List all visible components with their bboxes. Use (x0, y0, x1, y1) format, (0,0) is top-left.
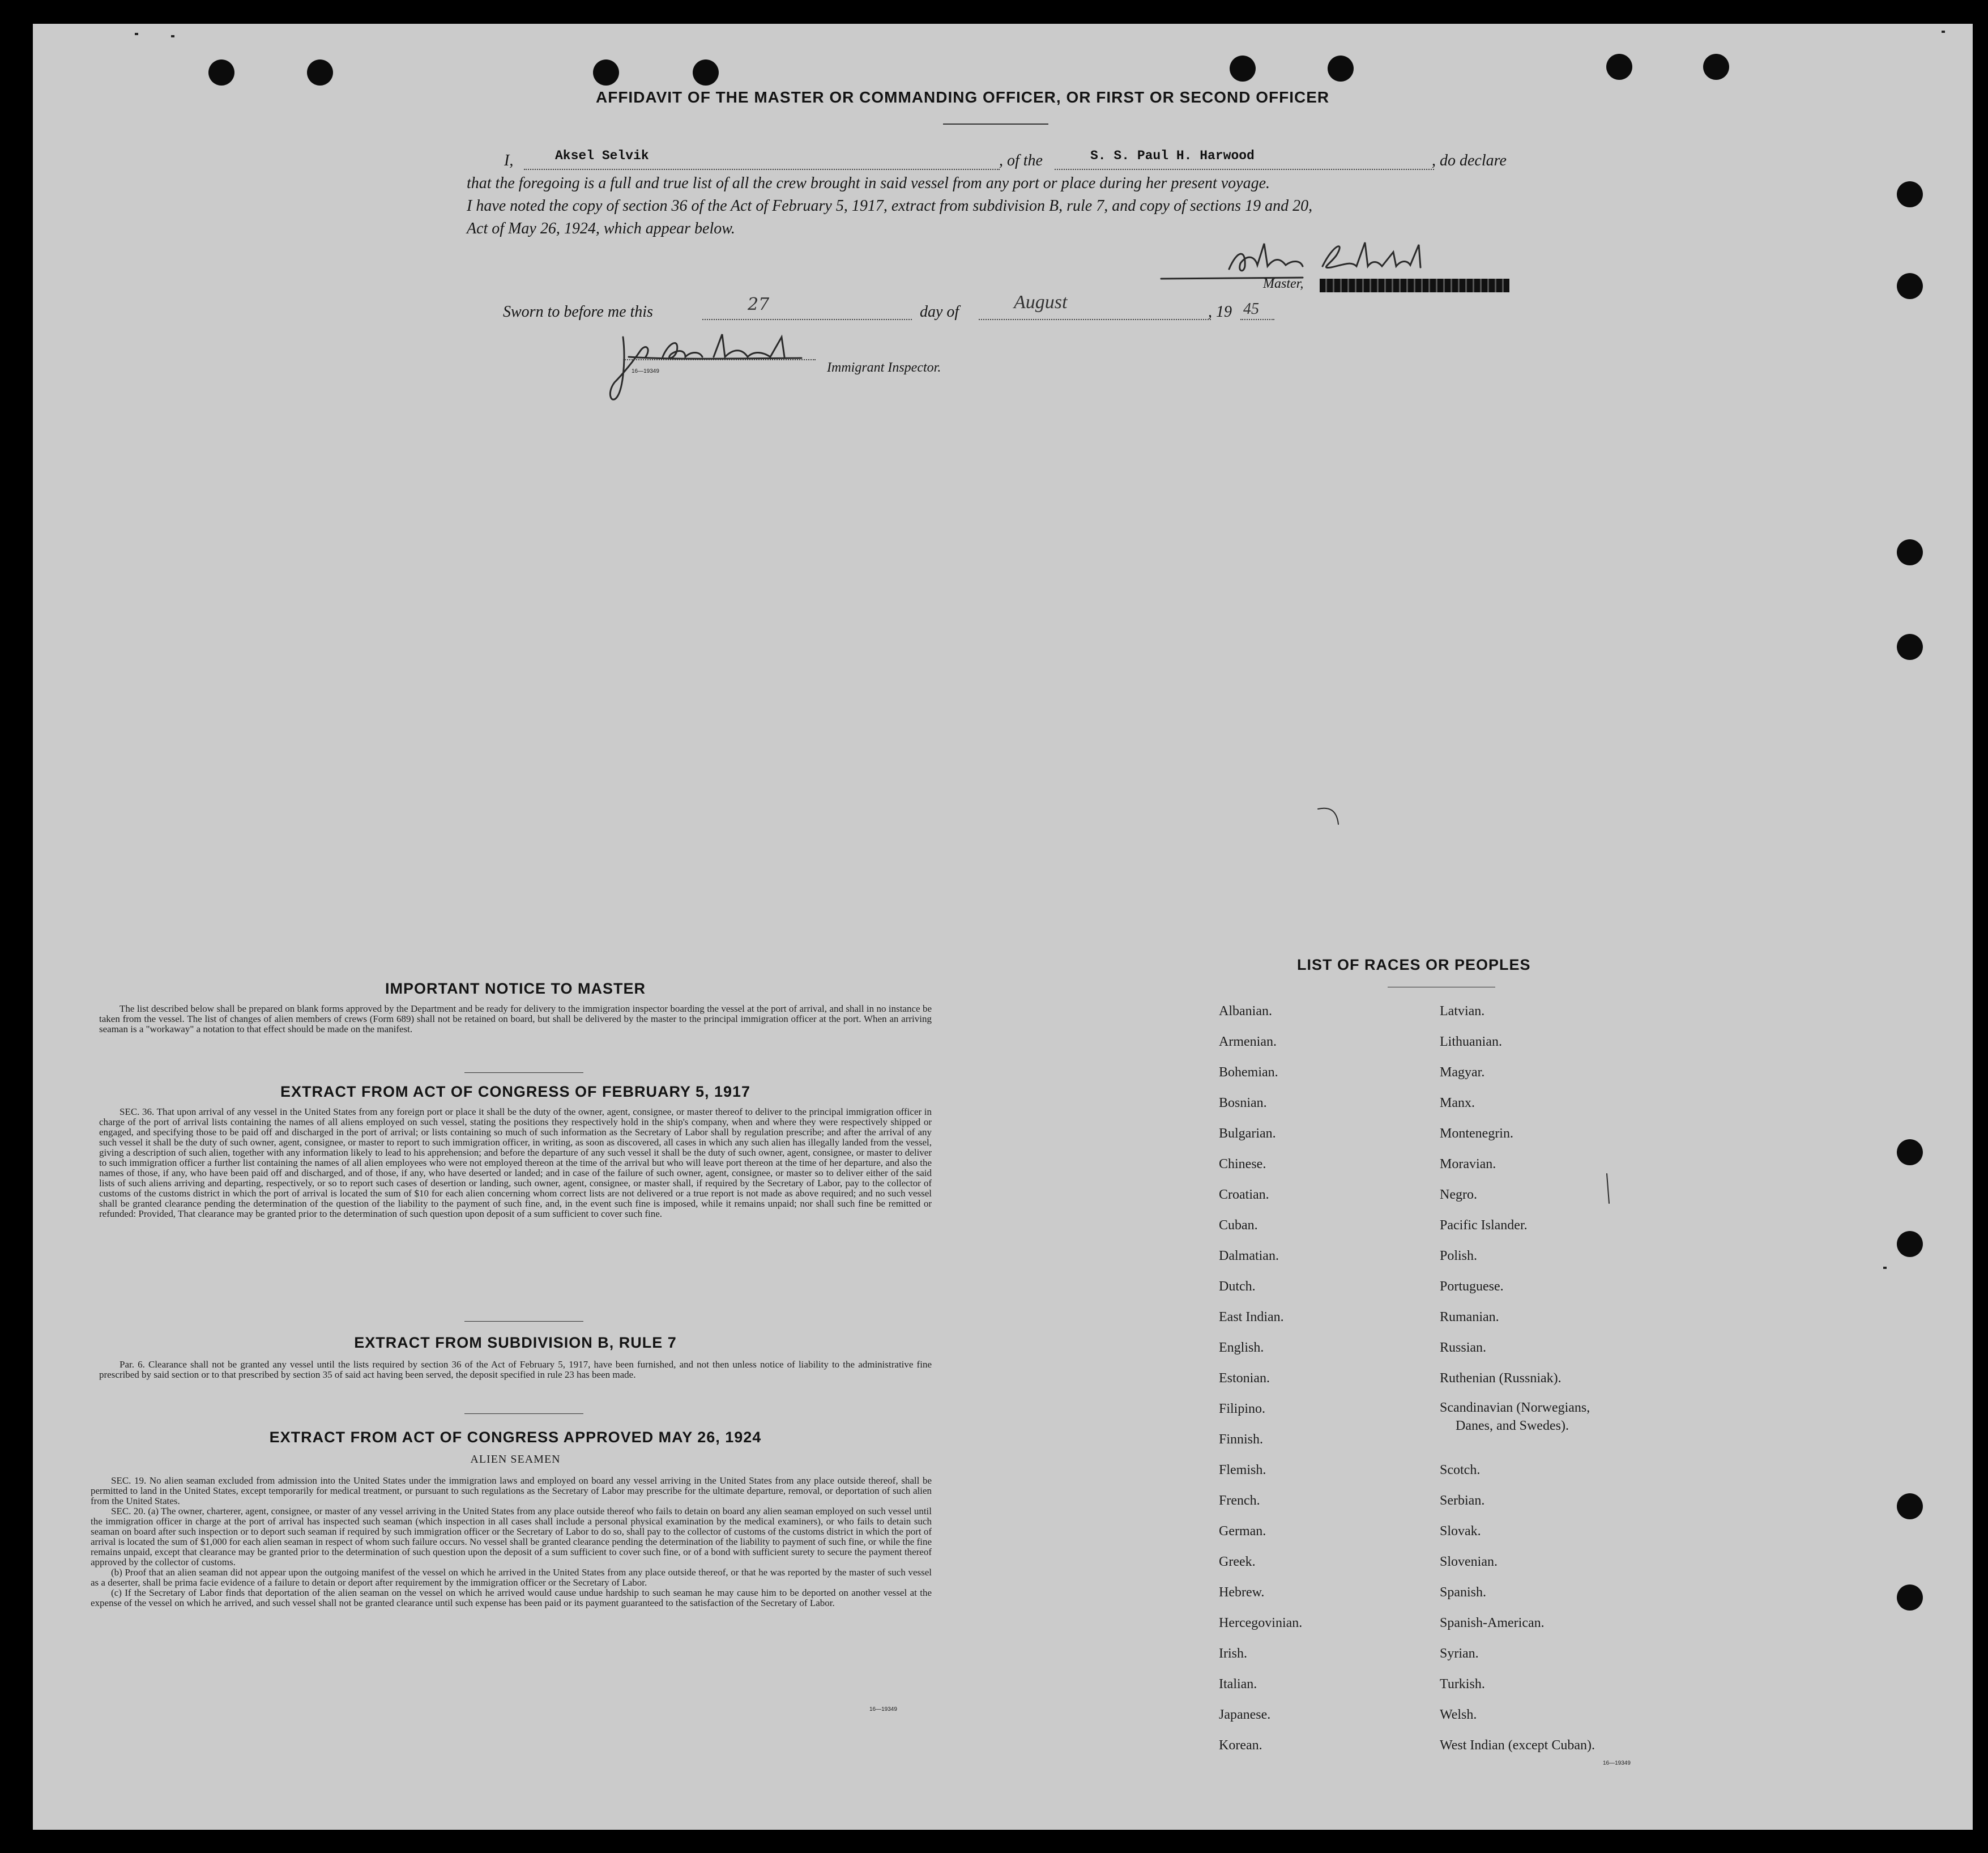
divider (464, 1072, 583, 1073)
punch-hole (1897, 1493, 1923, 1519)
section-20a-paragraph: SEC. 20. (a) The owner, charterer, agent, consignee, or master of any vessel arriving in the United States from any place outside thereof who fails to detain on board any alien seaman employed on such vessel until the immigration officer in charge at the port of arrival has inspected such seaman (which inspection in all cases shall include a personal physical examination by the medical examiners), or who fails to detain such seaman on board after such inspection or to deport such seaman if required by such immigration officer or the Secretary of Labor to do so, shall pay to the collector of customs of the customs district in which the port of arrival is located the sum of $1,000 for each alien seaman in respect of whom such failure occurs. No vessel shall be granted clearance pending the determination of the liability to payment of such fine, or while the fine remains unpaid, except that clearance may be granted prior to the determination of such question upon the deposit of a sum sufficient to cover such fine, or of a bond with sufficient surety to secure the payment thereof approved by the collector of customs. (91, 1506, 932, 1567)
race-item: Danes, and Swedes). (1456, 1418, 1569, 1433)
race-item: Bohemian. (1219, 1065, 1278, 1080)
punch-hole (1897, 1584, 1923, 1611)
race-item: West Indian (except Cuban). (1440, 1738, 1595, 1753)
day-value: 27 (748, 295, 770, 314)
race-item: East Indian. (1219, 1310, 1284, 1324)
extract-rule7-text (99, 1360, 932, 1380)
speck (171, 35, 174, 37)
inspector-line (623, 359, 816, 360)
notice-text (99, 1004, 932, 1034)
race-item: Estonian. (1219, 1371, 1270, 1386)
speck (1942, 31, 1945, 33)
extract-1917-title: EXTRACT FROM ACT OF CONGRESS OF FEBRUARY 5, 1917 (280, 1083, 751, 1100)
alien-seamen-subtitle: ALIEN SEAMEN (470, 1453, 561, 1466)
race-item: Spanish-American. (1440, 1616, 1545, 1630)
race-item: Hercegovinian. (1219, 1616, 1303, 1630)
master-label: Master, (1263, 276, 1304, 291)
races-title: LIST OF RACES OR PEOPLES (1297, 956, 1531, 973)
affidavit-line-2: that the foregoing is a full and true list of all the crew brought in said vessel from any port or place during her present voyage. (467, 174, 1270, 192)
race-item: Chinese. (1219, 1157, 1266, 1172)
race-item: Turkish. (1440, 1677, 1485, 1692)
race-item: Portuguese. (1440, 1279, 1504, 1294)
race-item: Italian. (1219, 1677, 1257, 1692)
punch-hole (1897, 1139, 1923, 1165)
year-label: , 19 (1208, 303, 1232, 321)
race-item: Ruthenian (Russniak). (1440, 1371, 1562, 1386)
section-19-paragraph: SEC. 19. No alien seaman excluded from admission into the United States under the immigration laws and employed on board any vessel arriving in the United States from any place outside thereof, shall be permitted to land in the United States, except temporarily for medical treatment, or pursuant to such regulations as the Secretary of Labor may prescribe for the ultimate departure, removal, or deportation of such alien from the United States. (91, 1475, 932, 1506)
extract-1924-text (91, 1476, 932, 1608)
race-item: English. (1219, 1340, 1264, 1355)
master-name-value: Aksel Selvik (555, 148, 649, 163)
form-number: 16—19349 (869, 1706, 897, 1713)
race-item: Albanian. (1219, 1004, 1272, 1019)
punch-hole (1897, 273, 1923, 299)
race-item: Welsh. (1440, 1707, 1477, 1722)
section-20c-paragraph: (c) If the Secretary of Labor finds that deportation of the alien seaman on the vessel on which he arrived would cause undue hardship to such seaman he may cause him to be deported on another vessel at the expense of the vessel on which he arrived, and such vessel shall not be granted clearance until such expense has been paid or its payment guaranteed to the satisfaction of the Secretary of Labor. (91, 1587, 932, 1608)
punch-hole (693, 59, 719, 86)
punch-hole (208, 59, 234, 86)
race-item: Scandinavian (Norwegians, (1440, 1400, 1590, 1415)
race-item: Polish. (1440, 1249, 1478, 1263)
race-item: Spanish. (1440, 1585, 1487, 1600)
extract-rule7-title: EXTRACT FROM SUBDIVISION B, RULE 7 (354, 1334, 677, 1351)
race-item: Syrian. (1440, 1646, 1479, 1661)
race-item: Slovenian. (1440, 1554, 1498, 1569)
notice-paragraph: The list described below shall be prepared on blank forms approved by the Department and be ready for delivery to the immigration inspector boarding the vessel at the port of arrival, and shall in no instance be taken from the vessel. The list of changes of alien members of crews (Form 689) shall not be retained on board, but shall be delivered by the master to the principal immigration officer at the port. When an arriving seaman is a "workaway" a notation to that effect should be made on the manifest. (99, 1003, 932, 1034)
race-item: Finnish. (1219, 1432, 1264, 1447)
race-item: Bosnian. (1219, 1096, 1267, 1110)
master-name-line (524, 169, 1000, 170)
notice-title: IMPORTANT NOTICE TO MASTER (385, 980, 646, 997)
speck (1883, 1267, 1887, 1269)
race-item: Armenian. (1219, 1034, 1277, 1049)
extract-1917-text (99, 1107, 932, 1219)
vessel-name-value: S. S. Paul H. Harwood (1090, 148, 1255, 163)
punch-hole (307, 59, 333, 86)
inspector-label: Immigrant Inspector. (827, 360, 941, 375)
race-item: French. (1219, 1493, 1260, 1508)
year-line (1240, 319, 1274, 320)
punch-hole (1606, 54, 1632, 80)
punch-hole (1897, 539, 1923, 565)
race-item: Serbian. (1440, 1493, 1485, 1508)
race-item: Scotch. (1440, 1463, 1481, 1477)
punch-hole (1703, 54, 1729, 80)
affidavit-title: AFFIDAVIT OF THE MASTER OR COMMANDING OFFICER, OR FIRST OR SECOND OFFICER (596, 88, 1330, 106)
stray-mark (1317, 804, 1351, 838)
form-number: 16—19349 (1603, 1760, 1631, 1766)
race-item: Magyar. (1440, 1065, 1485, 1080)
race-item: Greek. (1219, 1554, 1256, 1569)
race-item: Lithuanian. (1440, 1034, 1502, 1049)
vessel-name-line (1055, 169, 1434, 170)
punch-hole (1328, 56, 1354, 82)
divider (464, 1321, 583, 1322)
race-item: Hebrew. (1219, 1585, 1265, 1600)
punch-hole (1897, 181, 1923, 207)
race-item: Negro. (1440, 1187, 1477, 1202)
race-item: Irish. (1219, 1646, 1247, 1661)
divider (464, 1413, 583, 1414)
race-item: Korean. (1219, 1738, 1262, 1753)
race-item: Dalmatian. (1219, 1249, 1279, 1263)
race-item: Slovak. (1440, 1524, 1481, 1539)
do-declare-label: , do declare (1432, 152, 1507, 169)
stray-mark (1606, 1173, 1611, 1207)
month-line (979, 319, 1211, 320)
race-item: Filipino. (1219, 1402, 1266, 1416)
punch-hole (593, 59, 619, 86)
of-the-label: , of the (999, 152, 1043, 169)
race-item: Croatian. (1219, 1187, 1269, 1202)
divider (943, 123, 1048, 125)
form-number: 16—19349 (632, 368, 659, 374)
punch-hole (1897, 1231, 1923, 1257)
race-item: Bulgarian. (1219, 1126, 1276, 1141)
race-item: Rumanian. (1440, 1310, 1499, 1324)
race-item: Russian. (1440, 1340, 1487, 1355)
section-20b-paragraph: (b) Proof that an alien seaman did not appear upon the outgoing manifest of the vessel on which he arrived in the United States from any place outside thereof, or that he was reported by the master of such vessel as a deserter, shall be prima facie evidence of a failure to detain or deport after requirement by the immigration officer or the Secretary of Labor. (91, 1567, 932, 1588)
declarant-prefix: I, (504, 152, 514, 169)
punch-hole (1897, 634, 1923, 660)
par-6-paragraph: Par. 6. Clearance shall not be granted any vessel until the lists required by section 36 of the Act of February 5, 1917, have been furnished, and not then unless notice of liability to the administrative fine prescribed by said section or to that prescribed by section 35 of said act having been served, the deposit specified in rule 23 has been made. (99, 1359, 932, 1380)
race-item: Cuban. (1219, 1218, 1258, 1233)
race-item: Flemish. (1219, 1463, 1266, 1477)
race-item: Latvian. (1440, 1004, 1485, 1019)
section-36-paragraph: SEC. 36. That upon arrival of any vessel in the United States from any foreign port or place it shall be the duty of the owner, agent, consignee, or master thereof to deliver to the principal immigration officer in charge of the port of arrival lists containing the names of all aliens employed on such vessel, stating the positions they respectively hold in the ship's company, when and where they were respectively shipped or engaged, and specifying those to be paid off and discharged in the port of arrival; or lists containing so much of such information as the Secretary of Labor shall by regulation prescribe; and after the arrival of any such vessel it shall be the duty of such owner, agent, consignee, or master to report to such immigration officer, in writing, as soon as discovered, all cases in which any such alien has illegally landed from the vessel, giving a description of such alien, together with any information likely to lead to his apprehension; and before the departure of any such vessel it shall be the duty of such owner, agent, consignee, or master to deliver to such immigration officer a further list containing the names of all alien employees who were not employed thereon at the time of the arrival but who will leave port thereon at the time of her departure, and also the names of those, if any, who have been paid off and discharged, and of those, if any, who have deserted or landed; and in case of the failure of such owner, agent, consignee, or master so to deliver either of the said lists of such aliens arriving and departing, respectively, or so to report such cases of desertion or landing, such owner, agent, consignee, or master shall, if required by the Secretary of Labor, pay to the collector of customs of the customs district in which the port of arrival is located the sum of $10 for each alien concerning whom correct lists are not delivered or a true report is not made as above required; and no such vessel shall be granted clearance pending the determination of the question of the liability to the payment of such fine, and, in the event such fine is imposed, while it remains unpaid; nor shall such fine be remitted or refunded: Provided, That clearance may be granted prior to the determination of such question upon deposit of a sum sufficient to cover such fine. (99, 1106, 932, 1219)
sworn-label: Sworn to before me this (503, 303, 653, 321)
race-item: Japanese. (1219, 1707, 1271, 1722)
race-item: Dutch. (1219, 1279, 1256, 1294)
race-item: Montenegrin. (1440, 1126, 1513, 1141)
day-of-label: day of (920, 303, 959, 321)
race-item: Pacific Islander. (1440, 1218, 1528, 1233)
speck (135, 33, 138, 35)
day-line (702, 319, 912, 320)
redacted-block (1320, 279, 1509, 292)
race-item: Manx. (1440, 1096, 1475, 1110)
affidavit-line-4: Act of May 26, 1924, which appear below. (467, 220, 735, 237)
month-value: August (1014, 292, 1068, 313)
race-item: German. (1219, 1524, 1266, 1539)
affidavit-line-3: I have noted the copy of section 36 of the Act of February 5, 1917, extract from subdivision B, rule 7, and copy of sections 19 and 20, (467, 197, 1313, 215)
race-item: Moravian. (1440, 1157, 1496, 1172)
year-value: 45 (1243, 300, 1259, 318)
punch-hole (1230, 56, 1256, 82)
extract-1924-title: EXTRACT FROM ACT OF CONGRESS APPROVED MAY 26, 1924 (269, 1429, 762, 1446)
